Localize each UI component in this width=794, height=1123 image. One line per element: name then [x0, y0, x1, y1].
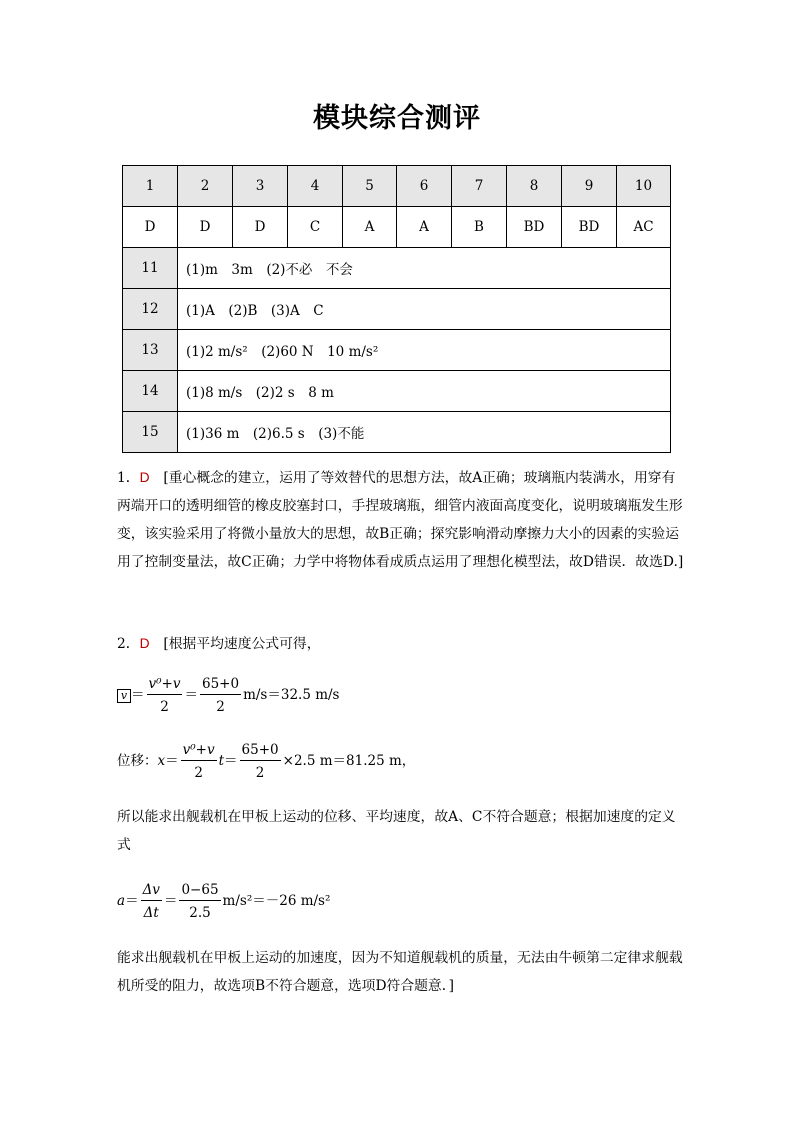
table-header-cell: 8	[507, 166, 562, 207]
question-answer: (1)36 m (2)6.5 s (3)不能	[178, 412, 671, 453]
question-number: 13	[123, 330, 178, 371]
q2-answer: D	[139, 636, 150, 651]
fraction: $\frac{\Delta v}{\Delta t}$	[142, 882, 160, 921]
answer-cell: BD	[562, 207, 617, 248]
answer-cell: D	[233, 207, 288, 248]
q1-answer: D	[139, 470, 150, 485]
answer-cell: A	[343, 207, 397, 248]
q2-intro: [根据平均速度公式可得，	[163, 636, 321, 652]
q1-explanation	[117, 464, 687, 576]
table-answer-row	[123, 207, 671, 248]
fraction: $\frac{\text{v⁰+v}}{2}$	[182, 742, 215, 781]
fraction: $\frac{65+0}{2}$	[241, 742, 279, 781]
table-header-cell: 5	[343, 166, 397, 207]
answer-cell: D	[123, 207, 178, 248]
answer-cell: B	[452, 207, 507, 248]
q1-number: 1．	[117, 470, 140, 486]
table-header-cell: 6	[397, 166, 452, 207]
table-header-cell: 7	[452, 166, 507, 207]
average-velocity-equation: v ＝ $\frac{\text{v⁰+v}}{2}$ ＝ $\frac{65+0}{2}$ m/s＝32.5 m/s	[117, 676, 339, 715]
table-row	[123, 330, 671, 371]
answer-cell: D	[178, 207, 233, 248]
question-number: 12	[123, 289, 178, 330]
answer-table	[122, 165, 671, 453]
table-row	[123, 412, 671, 453]
displacement-equation: 位移：x＝ $\frac{\text{v⁰+v}}{2}$ t＝ $\frac{65+0}{2}$ ×2.5 m＝81.25 m，	[117, 742, 416, 781]
q2-conclusion-text: 能求出舰载机在甲板上运动的加速度，因为不知道舰载机的质量，无法由牛顿第二定律求舰载机所受的阻力，故选项B不符合题意，选项D符合题意．]	[117, 950, 683, 994]
q2-middle-text: 所以能求出舰载机在甲板上运动的位移、平均速度，故A、C不符合题意；根据加速度的定义式	[117, 809, 676, 853]
table-header-row	[123, 166, 671, 207]
table-row	[123, 371, 671, 412]
answer-cell: BD	[507, 207, 562, 248]
question-answer: (1)2 m/s² (2)60 N 10 m/s²	[178, 330, 671, 371]
table-header-cell: 1	[123, 166, 178, 207]
fraction: $\frac{\text{v⁰+v}}{2}$	[148, 676, 181, 715]
table-header-cell: 2	[178, 166, 233, 207]
q1-text: [重心概念的建立，运用了等效替代的思想方法，故A正确；玻璃瓶内装满水，用穿有两端开口的透明细管的橡皮胶塞封口，手捏玻璃瓶，细管内液面高度变化，说明玻璃瓶发生形变，该实验采用了将微小量放大的思想，故B正确；探究影响滑动摩擦力大小的因素的实验运用了控制变量法，故C正确；力学中将物体看成质点运用了理想化模型法，故D错误．故选D.]	[117, 470, 684, 570]
answer-cell: C	[288, 207, 343, 248]
table-header-cell: 4	[288, 166, 343, 207]
answer-cell: A	[397, 207, 452, 248]
q2-intro-line	[117, 630, 687, 658]
question-answer: (1)A (2)B (3)A C	[178, 289, 671, 330]
question-number: 14	[123, 371, 178, 412]
answer-cell: AC	[617, 207, 671, 248]
fraction: $\frac{65+0}{2}$	[201, 676, 240, 715]
question-answer: (1)m 3m (2)不必 不会	[178, 248, 671, 289]
v-bar-symbol: v	[117, 689, 131, 703]
table-header-cell: 3	[233, 166, 288, 207]
table-row	[123, 248, 671, 289]
question-number: 11	[123, 248, 178, 289]
table-row	[123, 289, 671, 330]
fraction: $\frac{0-65}{2.5}$	[181, 882, 219, 921]
q2-number: 2．	[117, 636, 140, 652]
acceleration-equation: a＝ $\frac{\Delta v}{\Delta t}$ ＝ $\frac{0-65}{2.5}$ m/s²＝－26 m/s²	[117, 882, 331, 921]
question-number: 15	[123, 412, 178, 453]
table-header-cell: 9	[562, 166, 617, 207]
page-title: 模块综合测评	[313, 103, 481, 134]
question-answer: (1)8 m/s (2)2 s 8 m	[178, 371, 671, 412]
table-header-cell: 10	[617, 166, 671, 207]
